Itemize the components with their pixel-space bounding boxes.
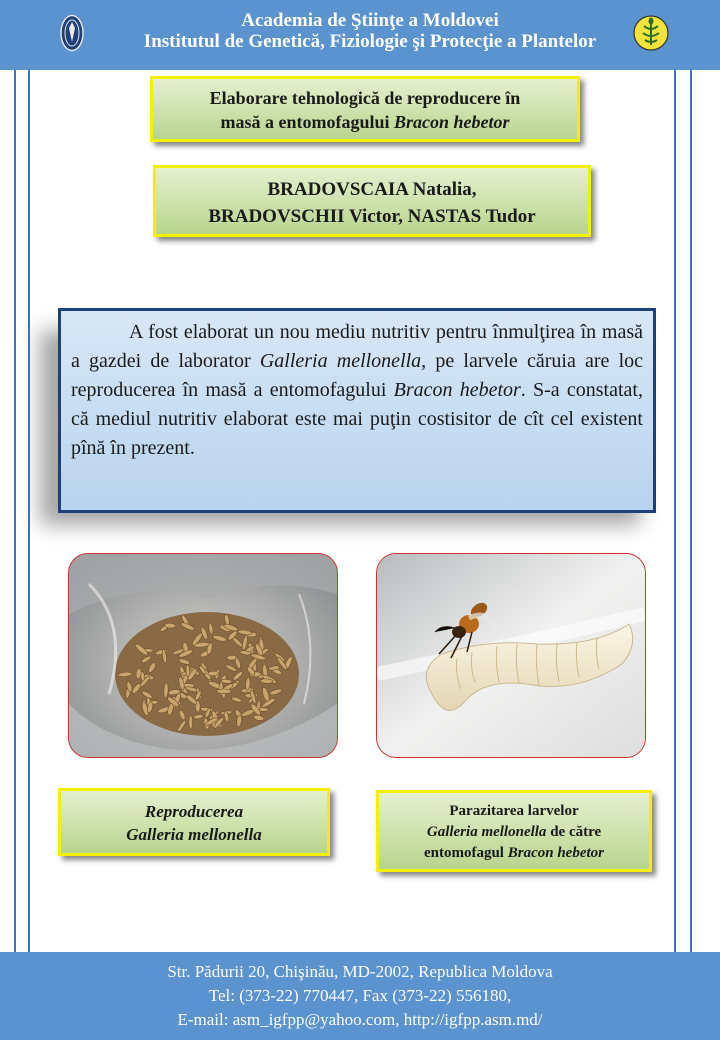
header-institute-name: Institutul de Genetică, Fiziologie şi Protecţie a Plantelor [143, 31, 597, 52]
wasp-on-larva-illustration [377, 554, 645, 757]
caption-right-species: Galleria mellonella [426, 824, 547, 840]
caption-left-line1: Reproducerea [144, 802, 244, 821]
abstract-text-3: . S-a constatat, că mediul nutritiv elaborat este mai puţin costisitor de cît cel existent pînă în prezent. [71, 379, 643, 459]
caption-right-species-2: Bracon hebetor [507, 845, 604, 861]
abstract-box [58, 308, 656, 513]
frame-line-left-inner [28, 70, 30, 952]
authors-line1: BRADOVSCAIA Natalia, [267, 179, 477, 200]
abstract-paragraph [71, 318, 643, 463]
contact-info [0, 960, 720, 1032]
larvae-in-bag-illustration [69, 554, 337, 757]
abstract-text-1: A fost elaborat un nou mediu nutritiv pentru înmulţirea în masă a gazdei de laborator [71, 321, 643, 372]
larvae-photo [68, 553, 338, 758]
authors-box [153, 165, 591, 237]
larva-shape [260, 679, 273, 684]
wasp-on-larva-photo [376, 553, 646, 758]
title-line2 [153, 110, 577, 134]
title-line1: Elaborare tehnologică de reproducere în [209, 88, 521, 108]
title-line2-text: masă a entomofagului [220, 112, 394, 132]
frame-line-left-outer [14, 70, 16, 952]
footer-address: Str. Pădurii 20, Chişinău, MD-2002, Republica Moldova [167, 962, 553, 981]
institute-logo-icon [632, 12, 670, 54]
abstract-species-2: Bracon hebetor [393, 379, 521, 401]
caption-right-line1: Parazitarea larvelor [449, 803, 579, 819]
caption-right [376, 790, 652, 872]
institution-header [70, 10, 670, 52]
footer-phone: Tel: (373-22) 770447, Fax (373-22) 556180, [208, 986, 512, 1005]
caption-right-line3-text: entomofagul [423, 845, 508, 861]
header-academy-name: Academia de Ştiinţe a Moldovei [241, 10, 499, 31]
title-box [150, 76, 580, 142]
caption-left [58, 788, 330, 856]
abstract-text-2: pe larvele căruia are loc reproducerea în masă a entomofagului [71, 350, 644, 401]
frame-line-right-outer [690, 70, 692, 952]
frame-line-right-inner [674, 70, 676, 952]
caption-right-line2-text: de către [546, 824, 602, 840]
footer-email-web: E-mail: asm_igfpp@yahoo.com, http://igfpp.asm.md/ [177, 1010, 543, 1029]
larva-shape [216, 689, 231, 694]
caption-right-line3 [379, 843, 649, 864]
authors-line2: BRADOVSCHII Victor, NASTAS Tudor [208, 206, 536, 227]
caption-right-line2 [379, 822, 649, 843]
abstract-species-1: Galleria mellonella, [259, 350, 427, 372]
larva-shape [208, 671, 219, 676]
larva-shape [164, 623, 176, 629]
title-species: Bracon hebetor [394, 112, 510, 132]
caption-left-species: Galleria mellonella [126, 825, 262, 844]
larva-shape [189, 715, 193, 729]
